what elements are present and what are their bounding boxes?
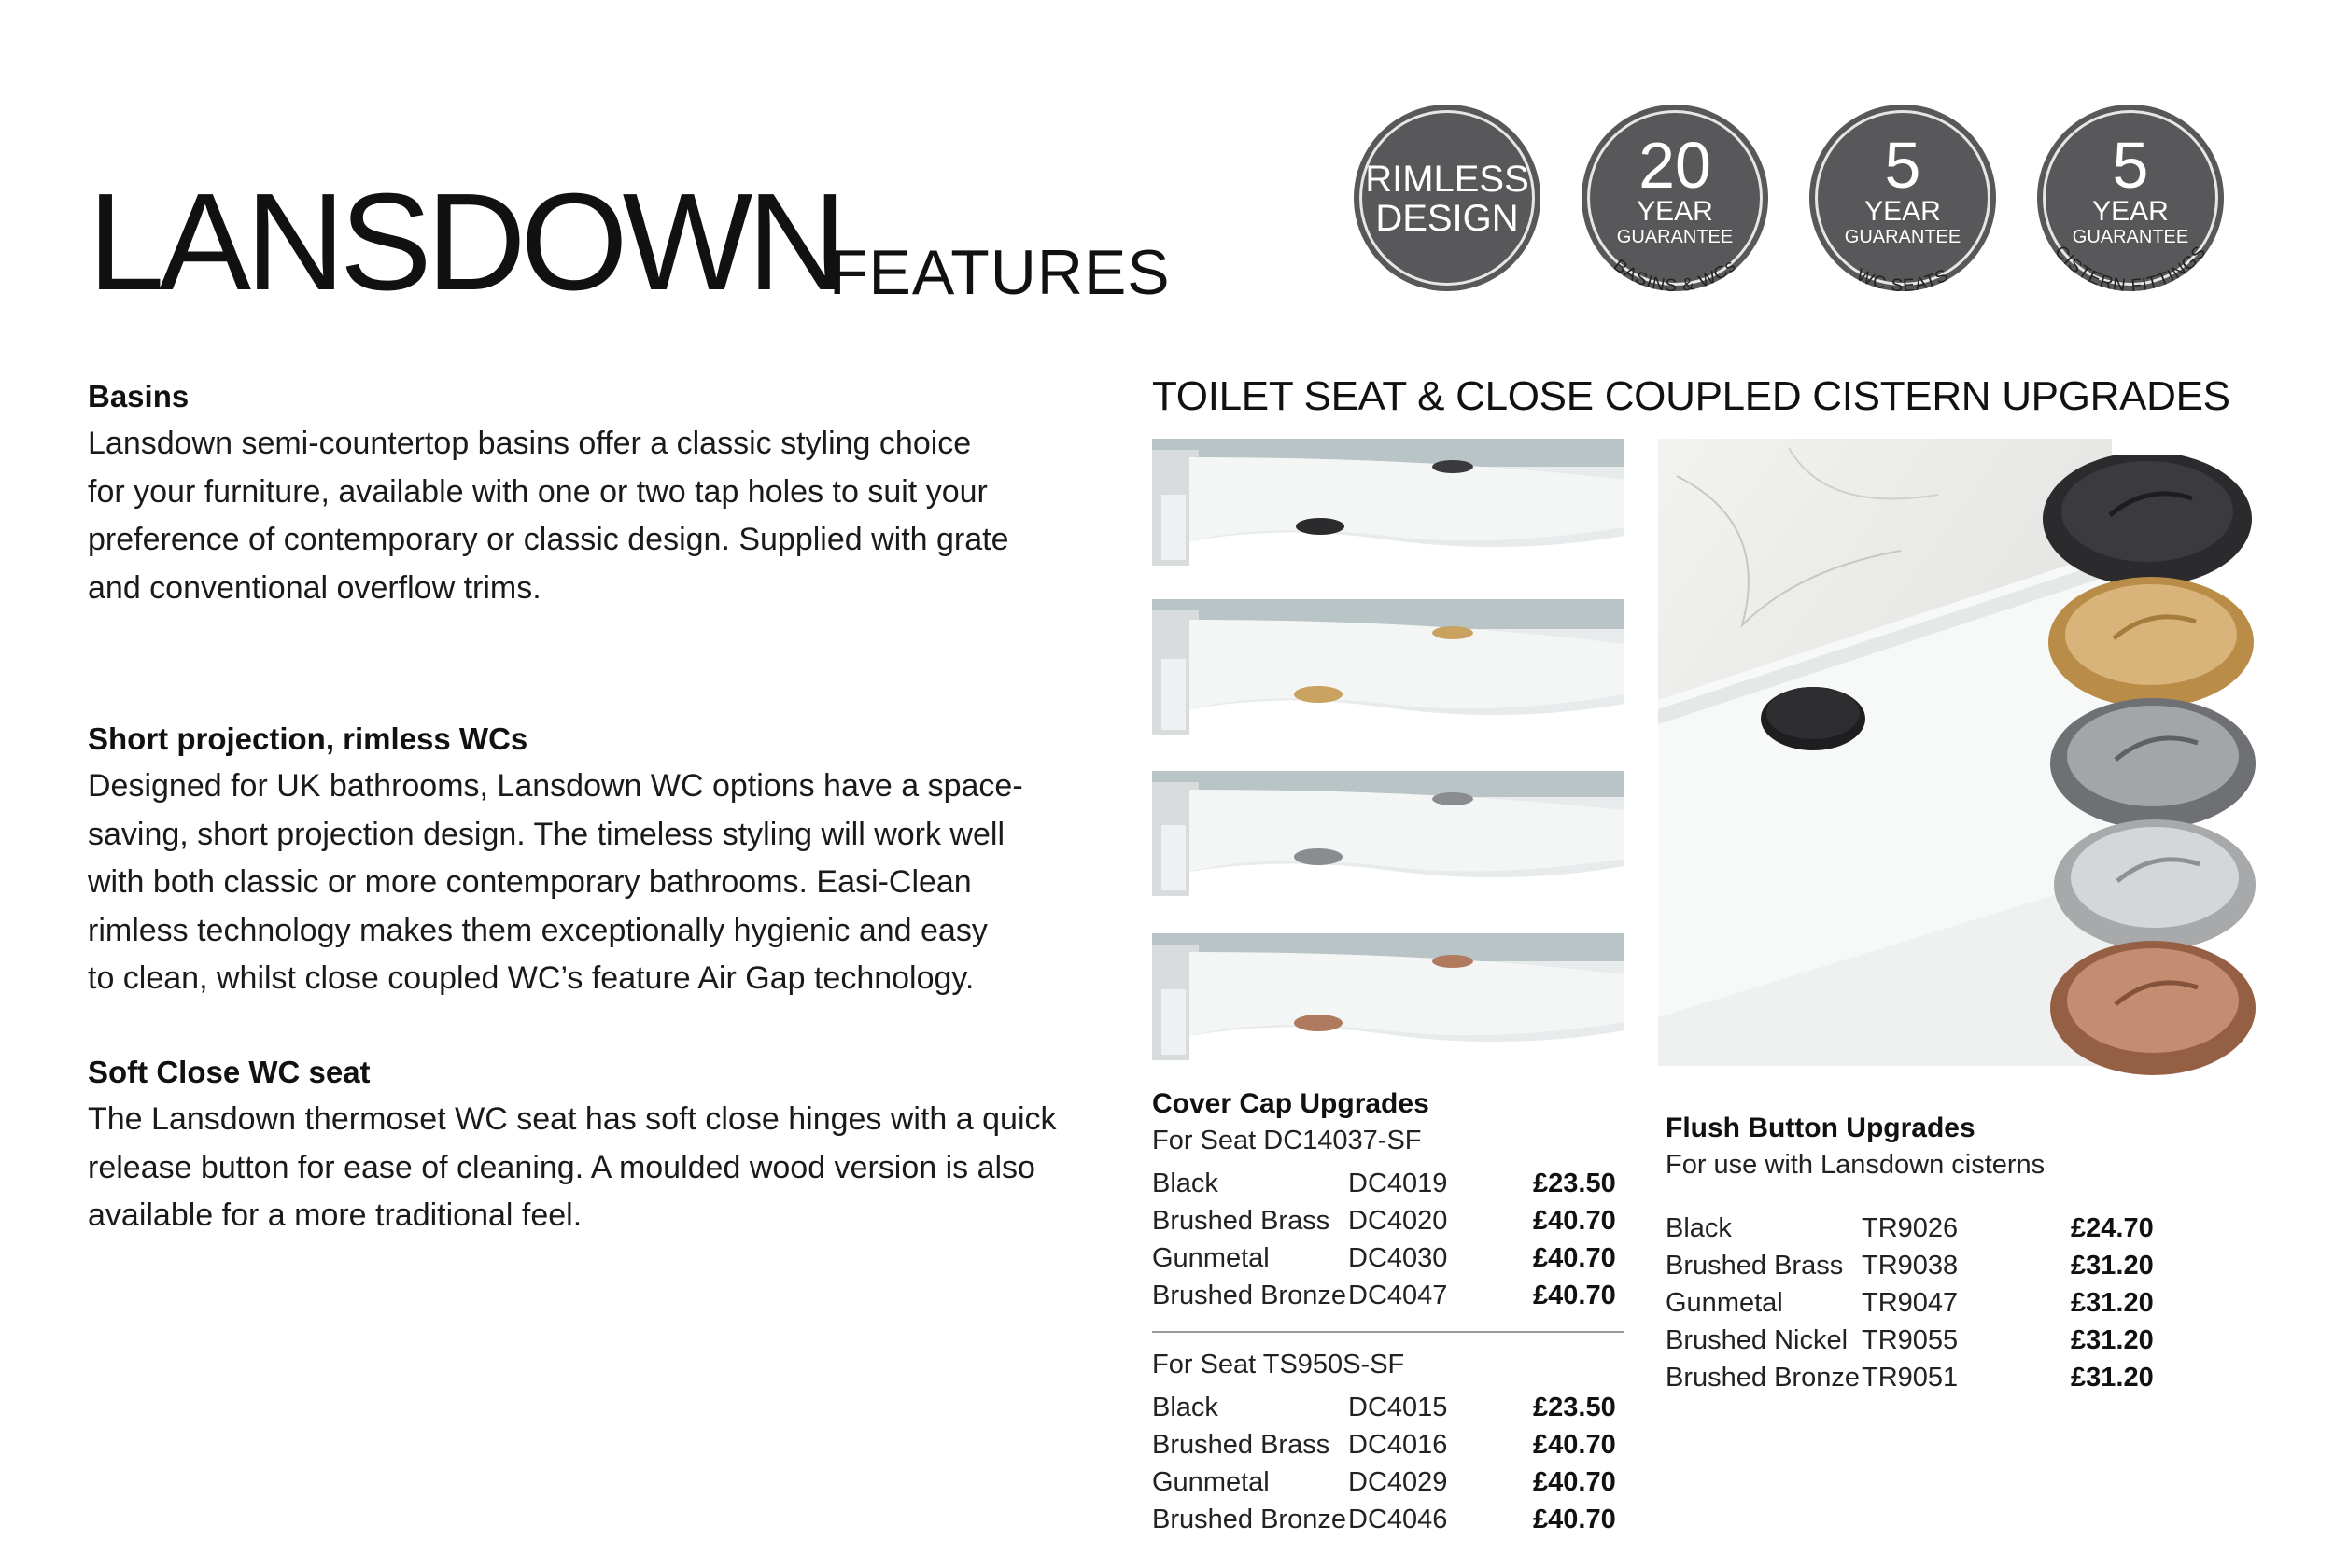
row-name: Black: [1152, 1393, 1218, 1422]
row-code: DC4030: [1348, 1243, 1448, 1273]
table-row: [1152, 1467, 1624, 1505]
row-name: Brushed Brass: [1666, 1251, 1844, 1281]
row-code: DC4020: [1348, 1206, 1448, 1236]
row-name: Brushed Brass: [1152, 1430, 1330, 1460]
row-price: £23.50: [1533, 1169, 1616, 1198]
badge-line1: YEAR: [2092, 196, 2169, 227]
row-code: TR9051: [1862, 1363, 1959, 1393]
table-row: [1152, 1505, 1624, 1542]
row-code: TR9026: [1862, 1213, 1959, 1243]
table-row: [1152, 1169, 1624, 1206]
badge-number: 5: [2112, 129, 2149, 202]
row-code: DC4015: [1348, 1393, 1448, 1422]
row-code: TR9047: [1862, 1288, 1959, 1318]
cover-cap-subtitle-2: For Seat TS950S-SF: [1152, 1350, 1405, 1379]
badge-number: 5: [1884, 129, 1921, 202]
svg-text:WC SEATS: [1853, 265, 1952, 296]
row-price: £31.20: [2071, 1288, 2154, 1318]
badge-rimless-design: [1354, 105, 1540, 291]
badge-caption: BASINS & WCs: [1609, 255, 1741, 297]
row-price: £40.70: [1533, 1243, 1616, 1273]
badge-caption: WC SEATS: [1853, 265, 1952, 297]
flush-button-bronze: [2050, 941, 2256, 1075]
badge-5-year-seats: [1809, 105, 1996, 297]
row-name: Brushed Brass: [1152, 1206, 1330, 1236]
row-name: Brushed Nickel: [1666, 1325, 1849, 1355]
badge-line2: DESIGN: [1375, 198, 1519, 239]
seat-photo-brass: [1152, 599, 1624, 735]
row-name: Brushed Bronze: [1152, 1505, 1346, 1534]
flush-button-gunmetal: [2050, 698, 2256, 829]
flush-button-brass: [2048, 577, 2254, 707]
row-code: DC4046: [1348, 1505, 1448, 1534]
body-line: preference of contemporary or classic design. Supplied with grate: [88, 522, 1009, 557]
section-body-basins: [88, 420, 1059, 612]
cover-cap-title: Cover Cap Upgrades: [1152, 1088, 1429, 1119]
section-body-wcs: [88, 763, 1059, 1003]
table-row: [1666, 1363, 2160, 1400]
body-line: rimless technology makes them exceptionally hygienic and easy: [88, 912, 988, 948]
row-name: Brushed Bronze: [1152, 1281, 1346, 1310]
page-title: LANSDOWN: [88, 165, 842, 319]
flush-button-nickel: [2054, 819, 2256, 950]
row-name: Black: [1666, 1213, 1732, 1243]
body-line: for your furniture, available with one or two tap holes to suit your: [88, 473, 988, 510]
table-row: [1152, 1430, 1624, 1467]
row-name: Black: [1152, 1169, 1218, 1198]
row-code: DC4047: [1348, 1281, 1448, 1310]
row-price: £40.70: [1533, 1206, 1616, 1236]
badge-line1: YEAR: [1864, 196, 1941, 227]
row-code: TR9055: [1862, 1325, 1959, 1355]
row-code: DC4016: [1348, 1430, 1448, 1460]
badge-line2: GUARANTEE: [1616, 227, 1734, 247]
body-line: The Lansdown thermoset WC seat has soft close hinges with a quick: [88, 1101, 1057, 1137]
page-subtitle: FEATURES: [829, 237, 1171, 308]
section-heading-basins: Basins: [88, 379, 190, 413]
section-heading-wcs: Short projection, rimless WCs: [88, 721, 528, 756]
table-row: [1152, 1393, 1624, 1430]
table-row: [1666, 1213, 2160, 1251]
body-line: and conventional overflow trims.: [88, 569, 541, 606]
section-heading-seat: Soft Close WC seat: [88, 1055, 371, 1089]
flush-button-title: Flush Button Upgrades: [1666, 1113, 1975, 1143]
badge-caption-curve: [1554, 77, 1796, 319]
row-price: £31.20: [2071, 1325, 2154, 1355]
row-name: Gunmetal: [1666, 1288, 1783, 1318]
row-price: £40.70: [1533, 1281, 1616, 1310]
table-row: [1152, 1243, 1624, 1281]
badge-5-year-cistern: [2037, 105, 2224, 297]
seat-photo-bronze: [1152, 933, 1624, 1060]
seat-photo-gunmetal: [1152, 771, 1624, 896]
flush-button-swatches: [2035, 455, 2269, 1090]
upgrades-heading: TOILET SEAT & CLOSE COUPLED CISTERN UPGRADES: [1152, 373, 2230, 419]
body-line: available for a more traditional feel.: [88, 1197, 583, 1233]
row-price: £31.20: [2071, 1251, 2154, 1281]
body-line: Designed for UK bathrooms, Lansdown WC options have a space-: [88, 768, 1023, 804]
row-code: DC4029: [1348, 1467, 1448, 1497]
svg-text:CISTERN FITTINGS: [2050, 243, 2211, 297]
flush-button-black: [2043, 455, 2252, 586]
cover-cap-subtitle-1: For Seat DC14037-SF: [1152, 1126, 1422, 1155]
row-price: £23.50: [1533, 1393, 1616, 1422]
section-body-seat: [88, 1096, 1059, 1240]
badge-caption-curve: [1781, 77, 2024, 319]
table-row: [1666, 1288, 2160, 1325]
badge-number: 20: [1638, 129, 1711, 202]
row-price: £40.70: [1533, 1430, 1616, 1460]
body-line: release button for ease of cleaning. A moulded wood version is also: [88, 1149, 1035, 1185]
body-line: with both classic or more contemporary bathrooms. Easi-Clean: [88, 864, 972, 900]
row-code: DC4019: [1348, 1169, 1448, 1198]
row-price: £40.70: [1533, 1467, 1616, 1497]
badge-caption-curve: [2009, 77, 2252, 319]
badge-20-year-guarantee: [1582, 105, 1768, 297]
row-price: £40.70: [1533, 1505, 1616, 1534]
svg-text:BASINS & WCs: [1610, 256, 1740, 296]
row-name: Gunmetal: [1152, 1467, 1270, 1497]
flush-button-subtitle: For use with Lansdown cisterns: [1666, 1150, 2046, 1180]
table-row: [1666, 1325, 2160, 1363]
table-row: [1666, 1251, 2160, 1288]
badge-line2: GUARANTEE: [1844, 227, 1961, 247]
body-line: to clean, whilst close coupled WC’s feature Air Gap technology.: [88, 960, 975, 996]
seat-photo-black: [1152, 439, 1624, 566]
badge-caption: CISTERN FITTINGS: [2050, 242, 2211, 297]
row-name: Brushed Bronze: [1666, 1363, 1860, 1393]
table-row: [1152, 1281, 1624, 1318]
row-name: Gunmetal: [1152, 1243, 1270, 1273]
row-code: TR9038: [1862, 1251, 1959, 1281]
table-row: [1152, 1206, 1624, 1243]
badge-line1: YEAR: [1637, 196, 1713, 227]
row-price: £24.70: [2071, 1213, 2154, 1243]
table-divider: [1152, 1331, 1624, 1333]
badge-line1: RIMLESS: [1365, 159, 1529, 200]
body-line: saving, short projection design. The timeless styling will work well: [88, 816, 1005, 852]
row-price: £31.20: [2071, 1363, 2154, 1393]
badge-line2: GUARANTEE: [2072, 227, 2189, 247]
body-line: Lansdown semi-countertop basins offer a classic styling choice: [88, 426, 972, 461]
